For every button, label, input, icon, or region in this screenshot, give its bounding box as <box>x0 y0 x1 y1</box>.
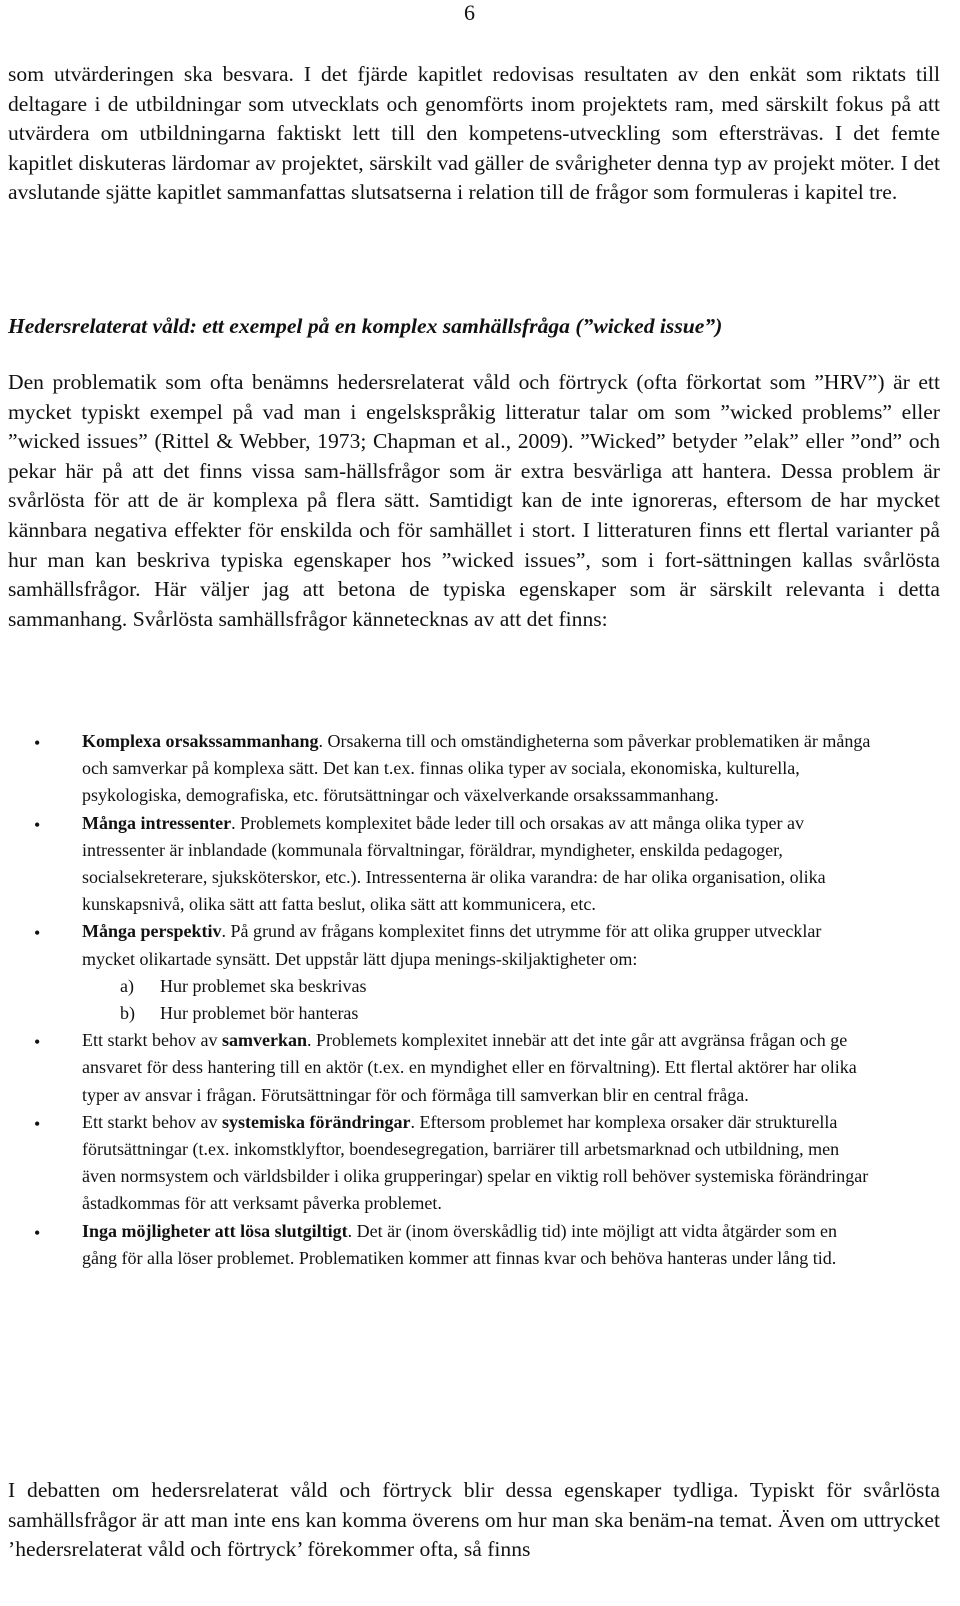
sublist-marker: a) <box>120 975 134 996</box>
list-item-no-final-solution <box>0 1218 872 1272</box>
bullet-lead: Ett starkt behov av <box>82 1030 222 1051</box>
sublist-text: Hur problemet bör hanteras <box>160 1003 359 1024</box>
bullet-icon: • <box>34 1113 41 1134</box>
bullet-icon: • <box>34 814 41 835</box>
bullet-icon: • <box>34 733 41 753</box>
bullet-term: Många intressenter <box>82 812 232 833</box>
sublist-item <box>82 1000 872 1027</box>
bullet-text: . På grund av frågans komplexitet finns det utrymme för att olika grupper utvecklar mycket olikartade synsätt. Det uppstår lätt djupa menings-skiljaktigheter om: <box>82 921 822 969</box>
perspectives-sublist <box>82 973 872 1027</box>
page-number: 6 <box>464 0 475 25</box>
list-item-many-stakeholders <box>0 810 872 919</box>
bullet-icon: • <box>34 1222 41 1243</box>
bullet-term: systemiska förändringar <box>221 1111 411 1132</box>
bullet-term: samverkan <box>221 1030 307 1051</box>
bullet-icon: • <box>34 923 41 944</box>
intro-paragraph: som utvärderingen ska besvara. I det fjärde kapitlet redovisas resultaten av den enkät som riktats till deltagare i de utbildningar som utvecklats och genomförts inom projektets ram, med särskilt fokus på att utvärdera om utbildningarna faktiskt lett till den kompetens-utveckling som eftersträvas. I det femte kapitlet diskuteras lärdomar av projektet, särskilt vad gäller de svårigheter denna typ av projekt möter. I det avslutande sjätte kapitlet sammanfattas slutsatserna i relation till de frågor som formuleras i kapitel tre. <box>8 62 940 205</box>
bullet-text: . Eftersom problemet har komplexa orsaker där strukturella förutsättningar (t.ex. inkomstklyftor, boendesegregation, barriärer till arbetsmarknad och utbildning, men även normsystem och världsbilder i olika grupperingar) spelar en viktig roll behöver systemiska förändringar åstadkommas för att verksamt påverka problemet. <box>82 1111 869 1214</box>
list-item-systemic-change <box>0 1109 872 1218</box>
closing-paragraph: I debatten om hedersrelaterat våld och förtryck blir dessa egenskaper tydliga. Typiskt för svårlösta samhällsfrågor är att man inte ens kan komma överens om hur man ska benäm-na temat. Även om uttrycket ’hedersrelaterat våld och förtryck’ förekommer ofta, så finns <box>8 1478 940 1562</box>
bullet-lead: Ett starkt behov av <box>82 1111 222 1132</box>
list-item-many-perspectives <box>0 918 872 1027</box>
list-item-complex-causes <box>0 728 872 810</box>
section-body-paragraph: Den problematik som ofta benämns hedersrelaterat våld och förtryck (ofta förkortat som ”HRV”) är ett mycket typiskt exempel på vad man i engelskspråkig litteratur talar om som ”wicked problems” eller ”wicked issues” (Rittel & Webber, 1973; Chapman et al., 2009). ”Wicked” betyder ”elak” eller ”ond” och pekar här på att det finns vissa sam-hällsfrågor som är extra besvärliga att hantera. Dessa problem är svårlösta för att de är komplexa på flera sätt. Samtidigt kan de inte ignoreras, eftersom de har mycket kännbara negativa effekter för enskilda och för samhället i stort. I litteraturen finns ett flertal varianter på hur man kan beskriva typiska egenskaper hos ”wicked issues”, som i fort-sättningen kallas svårlösta samhällsfrågor. Här väljer jag att betona de typiska egenskaper som är särskilt relevanta i detta sammanhang. Svårlösta samhällsfrågor kännetecknas av att det finns: <box>8 370 940 631</box>
sublist-marker: b) <box>120 1003 135 1024</box>
bullet-term: Många perspektiv <box>82 921 222 942</box>
sublist-text: Hur problemet ska beskrivas <box>160 975 367 996</box>
bullet-text: . Problemets komplexitet både leder till och orsakas av att många olika typer av intressenter är inblandade (kommunala förvaltningar, föräldrar, myndigheter, enskilda pedagoger, socialsekreterare, sjuksköterskor, etc.). Intressenterna är olika varandra: de har olika organisation, olika kunskapsnivå, olika sätt att fatta beslut, olika sätt att kommunicera, etc. <box>82 812 826 915</box>
bullet-term: Komplexa orsakssammanhang <box>82 731 319 751</box>
bullet-text: . Det är (inom överskådlig tid) inte möjligt att vidta åtgärder som en gång för alla löser problemet. Problematiken kommer att finnas kvar och behöva hanteras under lång tid. <box>82 1220 838 1268</box>
list-item-collaboration <box>0 1027 872 1109</box>
characteristics-list <box>0 728 960 1272</box>
section-heading: Hedersrelaterat våld: ett exempel på en komplex samhällsfråga (”wicked issue”) <box>8 314 723 338</box>
sublist-item <box>82 973 872 1000</box>
bullet-term: Inga möjligheter att lösa slutgiltigt <box>82 1220 348 1241</box>
bullet-icon: • <box>34 1032 41 1053</box>
bullet-text: . Problemets komplexitet innebär att det inte går att avgränsa frågan och ge ansvaret för dess hantering till en aktör (t.ex. en myndighet eller en förvaltning). Ett flertal aktörer har olika typer av ansvar i frågan. Förutsättningar för och förmåga till samverkan blir en central fråga. <box>82 1030 857 1105</box>
bullet-text: . Orsakerna till och omständigheterna som påverkar problematiken är många och samverkar på komplexa sätt. Det kan t.ex. finnas olika typer av sociala, ekonomiska, kulturella, psykologiska, demografiska, etc. förutsättningar och växelverkande orsakssammanhang. <box>82 731 871 806</box>
